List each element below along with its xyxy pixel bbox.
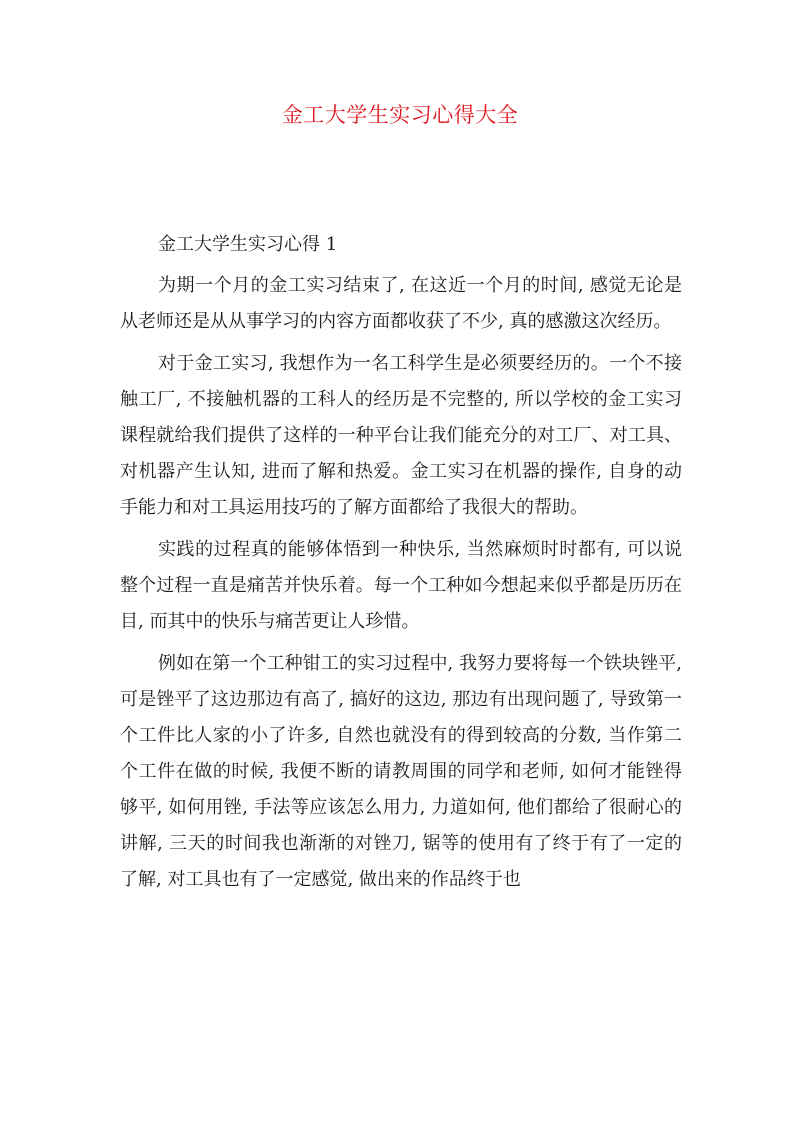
paragraph-4: 例如在第一个工种钳工的实习过程中, 我努力要将每一个铁块锉平, 可是锉平了这边那边有高了, 搞好的这边, 那边有出现问题了, 导致第一个工件比人家的小了许多, 自然也就没有的得到较高的分数, 当作第二个工件在做的时候, 我便不断的请教周围的同学和老师, 如何才能锉得够平, 如何用锉, 手法等应该怎么用力, 力道如何, 他们都给了很耐心的讲解, 三天的时间我也渐渐的对锉刀, 锯等的使用有了终于有了一定的了解, 对工具也有了一定感觉, 做出来的作品终于也 (120, 653, 682, 890)
paragraph-1: 为期一个月的金工实习结束了, 在这近一个月的时间, 感觉无论是从老师还是从从事学习的内容方面都收获了不少, 真的感激这次经历。 (120, 275, 682, 332)
document-body (120, 228, 682, 898)
paragraph-2: 对于金工实习, 我想作为一名工科学生是必须要经历的。一个不接触工厂, 不接触机器的工科人的经历是不完整的, 所以学校的金工实习课程就给我们提供了这样的一种平台让我们能充分的对工厂、对工具、对机器产生认知, 进而了解和热爱。金工实习在机器的操作, 自身的动手能力和对工具运用技巧的了解方面都给了我很大的帮助。 (120, 353, 682, 518)
section-heading: 金工大学生实习心得 1 (158, 234, 338, 255)
document-title: 金工大学生实习心得大全 (281, 103, 519, 127)
paragraph-3: 实践的过程真的能够体悟到一种快乐, 当然麻烦时时都有, 可以说整个过程一直是痛苦并快乐着。每一个工种如今想起来似乎都是历历在目, 而其中的快乐与痛苦更让人珍惜。 (120, 539, 682, 632)
